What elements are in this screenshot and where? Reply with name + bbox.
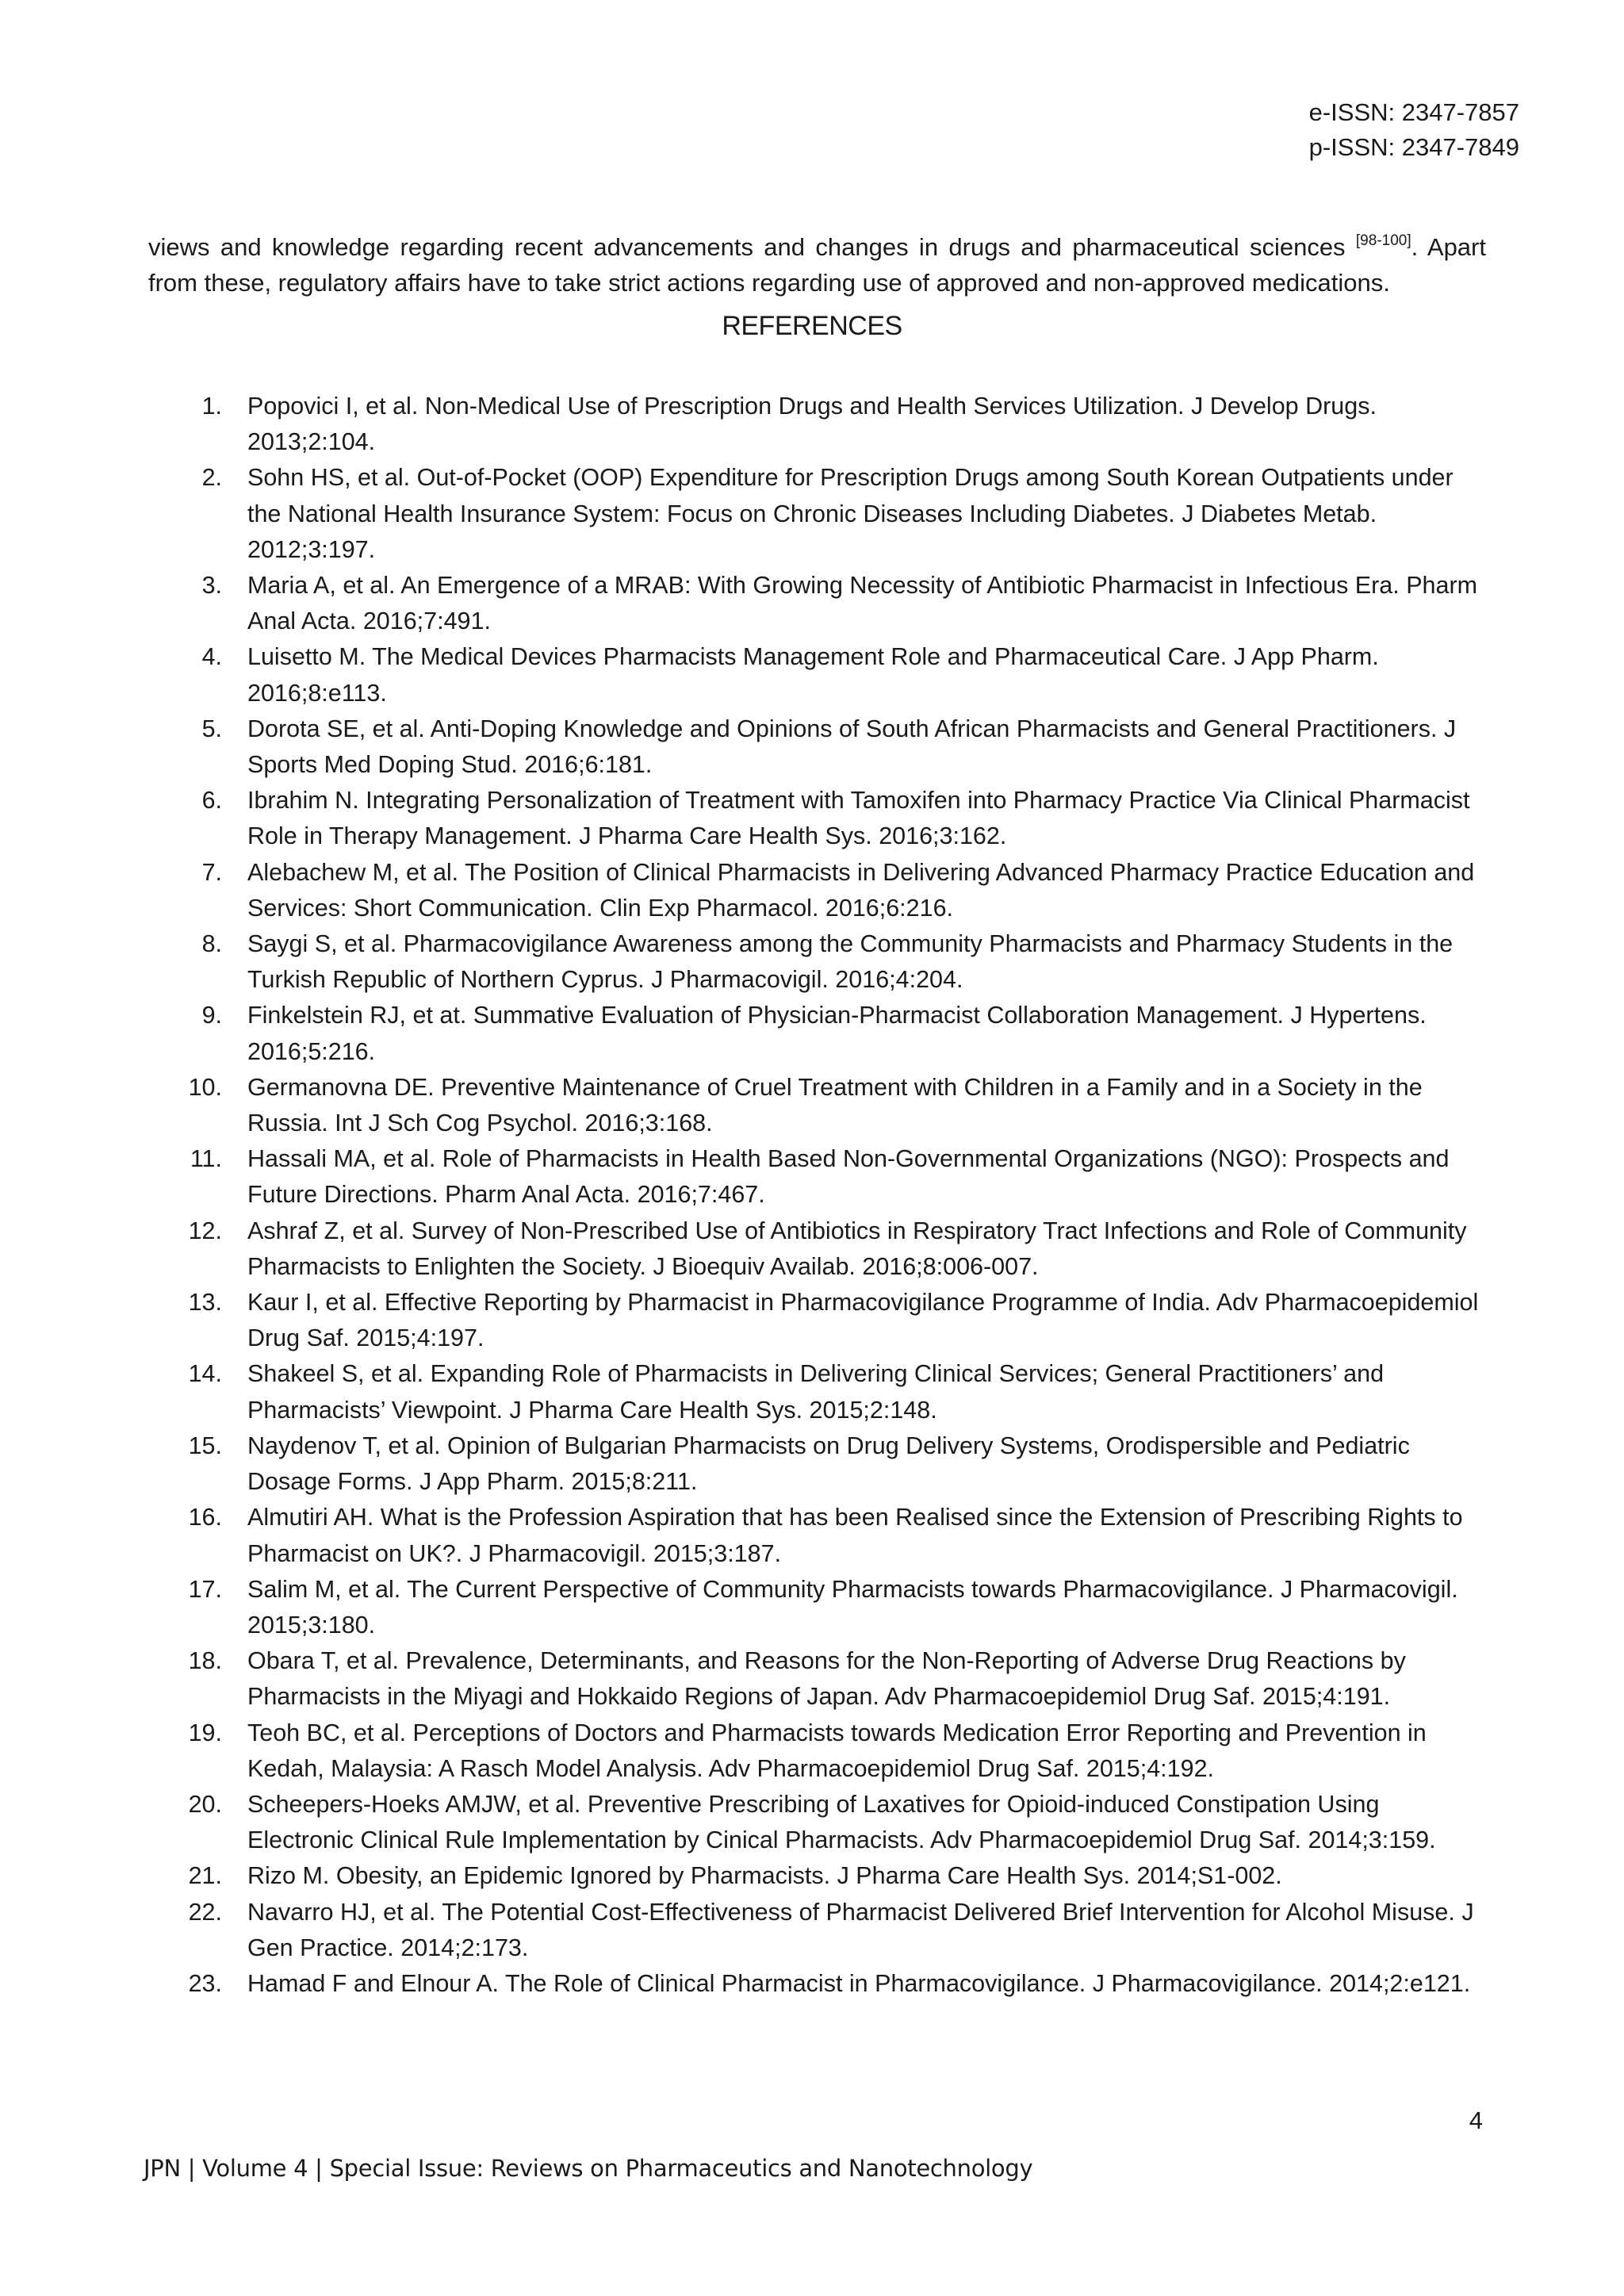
reference-item [159, 1572, 1491, 1643]
reference-item [159, 855, 1491, 926]
reference-number: 2. [201, 464, 222, 492]
reference-text: Teoh BC, et al. Perceptions of Doctors and Pharmacists towards Medication Error Reporting and Prevention in Kedah, Malaysia: A Rasch Model Analysis. Adv Pharmacoepidemiol Drug Saf. 2015;4:192. [247, 1719, 1427, 1782]
reference-item [159, 639, 1491, 711]
journal-footer: JPN | Volume 4 | Special Issue: Reviews on Pharmaceutics and Nanotechnology [144, 2155, 1033, 2182]
reference-number: 10. [188, 1073, 222, 1101]
reference-text: Navarro HJ, et al. The Potential Cost-Effectiveness of Pharmacist Delivered Brief Intervention for Alcohol Misuse. J Gen Practice. 2014;2:173. [247, 1898, 1474, 1961]
pissn-text: p-ISSN: 2347-7849 [1308, 133, 1519, 161]
reference-number: 23. [188, 1969, 222, 1997]
reference-text: Ibrahim N. Integrating Personalization of Treatment with Tamoxifen into Pharmacy Practice Via Clinical Pharmacist Role in Therapy Management. J Pharma Care Health Sys. 2016;3:162. [247, 787, 1470, 850]
reference-number: 1. [201, 393, 222, 420]
reference-text: Ashraf Z, et al. Survey of Non-Prescribed Use of Antibiotics in Respiratory Tract Infections and Role of Community Pharmacists to Enlighten the Society. J Bioequiv Availab. 2016;8:006-007. [247, 1217, 1467, 1280]
reference-number: 17. [188, 1575, 222, 1603]
reference-text: Maria A, et al. An Emergence of a MRAB: With Growing Necessity of Antibiotic Pharmacist in Infectious Era. Pharm Anal Acta. 2016;7:491. [247, 572, 1478, 635]
reference-number: 9. [201, 1002, 222, 1029]
reference-text: Hamad F and Elnour A. The Role of Clinical Pharmacist in Pharmacovigilance. J Pharmacovigilance. 2014;2:e121. [247, 1969, 1471, 1997]
intro-paragraph [148, 229, 1486, 301]
reference-number: 6. [201, 787, 222, 815]
reference-item [159, 1213, 1491, 1285]
reference-text: Kaur I, et al. Effective Reporting by Pharmacist in Pharmacovigilance Programme of India. Adv Pharmacoepidemiol Drug Saf. 2015;4:197. [247, 1289, 1479, 1352]
reference-number: 8. [201, 930, 222, 958]
references-list [159, 389, 1491, 2002]
reference-item [159, 998, 1491, 1069]
reference-text: Salim M, et al. The Current Perspective of Community Pharmacists towards Pharmacovigilance. J Pharmacovigil. 2015;3:180. [247, 1575, 1458, 1639]
intro-text-before-cite: views and knowledge regarding recent advancements and changes in drugs and pharmaceutical sciences [148, 233, 1356, 261]
reference-text: Luisetto M. The Medical Devices Pharmacists Management Role and Pharmaceutical Care. J App Pharm. 2016;8:e113. [247, 643, 1379, 707]
reference-item [159, 1895, 1491, 1966]
reference-number: 3. [201, 572, 222, 600]
reference-text: Finkelstein RJ, et at. Summative Evaluation of Physician-Pharmacist Collaboration Management. J Hypertens. 2016;5:216. [247, 1002, 1427, 1065]
reference-item [159, 926, 1491, 998]
reference-number: 14. [188, 1360, 222, 1388]
reference-item [159, 1428, 1491, 1500]
issn-header [1309, 95, 1519, 165]
reference-item [159, 460, 1491, 568]
reference-item [159, 1285, 1491, 1356]
reference-number: 15. [188, 1432, 222, 1459]
reference-text: Sohn HS, et al. Out-of-Pocket (OOP) Expenditure for Prescription Drugs among South Korean Outpatients under the National Health Insurance System: Focus on Chronic Diseases Including Diabetes. J Diabetes Metab. 2012;3:197. [247, 464, 1454, 563]
reference-text: Saygi S, et al. Pharmacovigilance Awareness among the Community Pharmacists and Pharmacy Students in the Turkish Republic of Northern Cyprus. J Pharmacovigil. 2016;4:204. [247, 930, 1454, 994]
reference-item [159, 1715, 1491, 1787]
reference-text: Hassali MA, et al. Role of Pharmacists in Health Based Non-Governmental Organizations (NGO): Prospects and Future Directions. Pharm Anal Acta. 2016;7:467. [247, 1145, 1450, 1209]
reference-text: Alebachew M, et al. The Position of Clinical Pharmacists in Delivering Advanced Pharmacy Practice Education and Services: Short Communication. Clin Exp Pharmacol. 2016;6:216. [247, 858, 1475, 922]
intro-text-after-cite: . Apart from these, regulatory affairs have to take strict actions regarding use of approved and non-approved medications. [148, 233, 1486, 297]
reference-number: 11. [190, 1145, 222, 1173]
reference-number: 12. [188, 1217, 222, 1244]
reference-text: Naydenov T, et al. Opinion of Bulgarian Pharmacists on Drug Delivery Systems, Orodispersible and Pediatric Dosage Forms. J App Pharm. 2015;8:211. [247, 1432, 1410, 1496]
reference-item [159, 1966, 1491, 2002]
reference-item [159, 568, 1491, 639]
reference-text: Shakeel S, et al. Expanding Role of Pharmacists in Delivering Clinical Services; General Practitioners’ and Pharmacists’ Viewpoint. J Pharma Care Health Sys. 2015;2:148. [247, 1360, 1385, 1424]
reference-text: Germanovna DE. Preventive Maintenance of Cruel Treatment with Children in a Family and in a Society in the Russia. Int J Sch Cog Psychol. 2016;3:168. [247, 1073, 1423, 1137]
reference-item [159, 1643, 1491, 1715]
reference-number: 21. [188, 1862, 222, 1890]
reference-text: Scheepers-Hoeks AMJW, et al. Preventive Prescribing of Laxatives for Opioid-induced Constipation Using Electronic Clinical Rule Implementation by Cinical Pharmacists. Adv Pharmacoepidemiol Drug Saf. 2014;3:159. [247, 1790, 1436, 1854]
reference-number: 4. [201, 643, 222, 671]
reference-item [159, 1500, 1491, 1571]
eissn-text: e-ISSN: 2347-7857 [1308, 98, 1519, 126]
reference-text: Dorota SE, et al. Anti-Doping Knowledge and Opinions of South African Pharmacists and General Practitioners. J Sports Med Doping Stud. 2016;6:181. [247, 715, 1457, 779]
reference-number: 18. [188, 1647, 222, 1675]
reference-item [159, 783, 1491, 854]
reference-item [159, 1356, 1491, 1428]
intro-citation: [98-100] [1355, 232, 1411, 249]
reference-number: 22. [188, 1898, 222, 1926]
reference-item [159, 1070, 1491, 1141]
reference-number: 5. [201, 715, 222, 742]
reference-item [159, 1858, 1491, 1894]
reference-text: Obara T, et al. Prevalence, Determinants, and Reasons for the Non-Reporting of Adverse Drug Reactions by Pharmacists in the Miyagi and Hokkaido Regions of Japan. Adv Pharmacoepidemiol Drug Saf. 2015;4:191. [247, 1647, 1406, 1711]
reference-item [159, 1141, 1491, 1213]
reference-number: 16. [188, 1504, 222, 1531]
reference-text: Popovici I, et al. Non-Medical Use of Prescription Drugs and Health Services Utilization. J Develop Drugs. 2013;2:104. [247, 393, 1377, 456]
reference-item [159, 711, 1491, 783]
reference-item [159, 389, 1491, 460]
page-number: 4 [1469, 2106, 1483, 2134]
reference-number: 7. [201, 858, 222, 886]
references-heading: REFERENCES [722, 311, 902, 341]
reference-text: Rizo M. Obesity, an Epidemic Ignored by Pharmacists. J Pharma Care Health Sys. 2014;S1-002. [247, 1862, 1282, 1890]
reference-text: Almutiri AH. What is the Profession Aspiration that has been Realised since the Extension of Prescribing Rights to Pharmacist on UK?. J Pharmacovigil. 2015;3:187. [247, 1504, 1463, 1567]
reference-number: 13. [188, 1289, 222, 1317]
reference-item [159, 1787, 1491, 1858]
reference-number: 19. [188, 1719, 222, 1746]
reference-number: 20. [188, 1790, 222, 1818]
